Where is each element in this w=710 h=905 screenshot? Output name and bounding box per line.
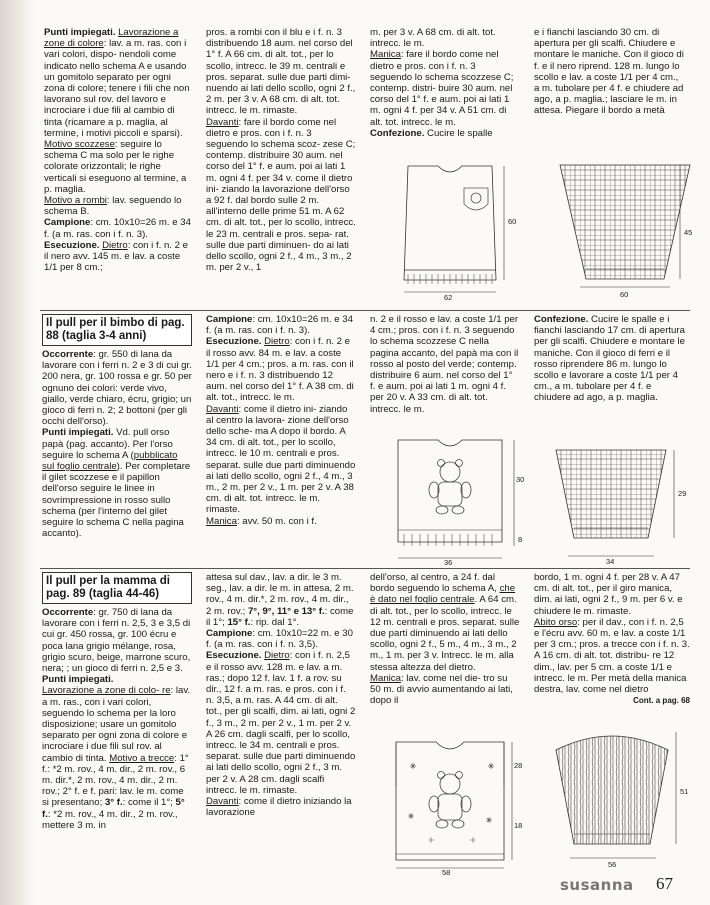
- s1c3-t0: m. per 3 v. A 68 cm. di alt. tot. intrecc. le m.: [370, 27, 496, 50]
- s2-sleeve-height: 29: [678, 489, 687, 498]
- s1c1-t11: : con i f. n. 2 e il nero avv. 145 m. e lav. a coste 1/1 per 8 cm.;: [44, 239, 188, 274]
- s1c1-t5: Motivo a rombi: [44, 195, 107, 207]
- s1c1-t8: : cm. 10x10=26 m. e 34 f. (a m. ras. con i f. n. 3).: [44, 217, 191, 240]
- s3-body-width: 58: [442, 868, 451, 876]
- s2-body-width: 36: [444, 558, 453, 566]
- s2c2-t0: Campione: [206, 314, 253, 325]
- s3c3-t1: che è dato nel foglio centrale: [370, 583, 516, 606]
- s3c1-t1: : gr. 750 di lana da lavorare con i ferri n. 2,5, 3 e 3,5 di cui gr. 450 rossa, gr. 100 écru e poca lana grigio mélange, rosa, grigio scuro, beige, marrone scuro, nera; ; un gioco di ferri n. 2,5 e 3.: [42, 607, 191, 675]
- s2-column-2: [206, 314, 356, 566]
- s3c2-t6: : cm. 10x10=22 m. e 30 f. (a m. ras. con i f. n. 3,5).: [206, 628, 353, 651]
- s3c4-t1: Abito orso: [534, 616, 578, 628]
- s3c2-t7: Esecuzione.: [206, 650, 265, 662]
- s3c1-t3: Lavorazione a zone di colo- re: [42, 685, 171, 697]
- s1c1-t2: : lav. a m. ras. con i vari colori, dispo- nendoli come indicato nello schema A e usando un gomitolo separato per ogni zona di colore; tenere i fili che non lavorano sul rov. del lavoro e incrociare i due fili al cambio di tinta (ricamare a p. maglia, al termine, i motivi piccoli e sparsi).: [44, 38, 190, 139]
- s2-sleeve-width: 34: [606, 557, 615, 566]
- s3c3-t2: . A 64 cm. di alt. tot., per lo scollo, intrecc. le 12 m. centrali e pros. separat. sulle due parti diminuendo ai lati dello scollo, ogni 2 f., 5 m., 4 m., 3 m., 2 m., 1 m. per 3 v. Intrecc. le m. alla stessa altezza del dietro.: [370, 594, 520, 673]
- s3c2-t1: 7°, 9°, 11° e 13° f.: [247, 605, 325, 617]
- s1-column-1: [44, 27, 192, 305]
- s2-sleeve-schematic: [546, 434, 696, 566]
- s2-body-rib: 8: [518, 535, 523, 544]
- s3c1-t4: : lav. a m. ras., con i vari colori, seguendo lo schema per la loro disposizione; usare un gomitolo separato per ogni zona di colore e incrociare i due fili sul rov. al cambio di tinta.: [42, 685, 191, 764]
- section-divider: [40, 568, 690, 569]
- s3c1-t6: : 1° f.: *2 m. rov., 4 m. dir., 2 m. rov., 6 m. dir.*, 2 m. rov., 4 m. dir., 2 m. rov.; 2° f. e f. pari: [42, 752, 189, 798]
- page-number: 67: [656, 874, 673, 893]
- s1c2-t2: : fare il bordo come nel dietro e pros. con i f. n. 3 seguendo lo schema scoz- zese C; contemp. distribuire 30 aum. nel corso del 1° f. e aum. poi ai lati 1 m. ogni 4 f. per 34 v. come il dietro ini- ziando la lavorazione dell'orso a 92 f. dal bordo sulle 2 m. all'interno delle prime 51 m. A 62 cm. di alt. tot., per lo scollo, intrecc. le 23 m. centrali e pros. sepa- rat. sulle due parti diminuen- do ai lati dello scollo, ogni 2 f., 4 m., 3 m., 2 m. per 2 v., 1: [206, 116, 356, 274]
- s2c3-t0: n. 2 e il rosso e lav. a coste 1/1 per 4 cm.; pros. con i f. n. 3 seguendo lo schema scozzese C nella pagina accanto, del papà ma con il rosso al posto del verde; contemp. distribuire 6 aum. nel corso del 1° f. e aum. poi ai lati 1 m. ogni 4 f. per 20 v. A 33 cm. di alt. tot. intrecc. le m.: [370, 314, 519, 415]
- s3-body-height-upper: 28: [514, 761, 523, 770]
- s3-column-2: [206, 572, 356, 872]
- s1c3-t3: Confezione.: [370, 127, 428, 139]
- s2c2-t7: Manica: [206, 515, 237, 527]
- s3c2-t4: : rip. dal 1°.: [250, 616, 300, 628]
- s3-continued-note: Cont. a pag. 68: [633, 696, 690, 706]
- s3c1-t8: 3° f.: [104, 797, 123, 809]
- s2c2-t2: Esecuzione.: [206, 336, 265, 348]
- s3-sleeve-height: 51: [680, 787, 689, 796]
- s2c1-t3: Vd. pull orso papà (pag. accanto). Per l'orso seguire lo schema A (: [42, 427, 173, 461]
- s2c2-t4: : con i f. n. 2 e il rosso avv. 84 m. e lav. a coste 1/1 per 4 cm.; pros. a m. ras. con il nero e i f. n. 3 distribuendo 12 aum. nel corso del 1° f. A 38 cm. di alt. tot., intrecc. le m.: [206, 336, 354, 404]
- s1c3-t2: : fare il bordo come nel dietro e pros. con i f. n. 3 seguendo lo schema scozzese C; contemp. distri- buire 30 aum. nel corso del 1° f. e aum. poi ai lati 1 m. ogni 4 f. per 34 v. A 51 cm. di alt. tot. intrecc. le m.: [370, 49, 514, 128]
- s3c1-t9: : come il 1°;: [122, 797, 176, 809]
- s2-body-schematic: [378, 430, 528, 566]
- s3c2-t0: attesa sul dav., lav. a dir. le 3 m. seg., lav. a dir. le m. in attesa, 2 m. rov., 4 m. dir.*, 2 m. rov., 4 m. dir., 2 m. rov.;: [206, 572, 354, 617]
- s3-column-4: [534, 572, 690, 722]
- s2c2-t1: : cm. 10x10=26 m. e 34 f. (a m. ras. con i f. n. 3).: [206, 314, 353, 337]
- s1c1-t6: : lav. seguendo lo schema B.: [44, 195, 182, 218]
- s3-body-schematic: [378, 736, 528, 876]
- s3c2-t2: : come il 1°;: [206, 605, 354, 628]
- s1c2-t0: pros. a rombi con il blu e i f. n. 3 distribuendo 18 aum. nel corso del 1° f. A 66 cm. di alt. tot., per lo scollo, intrecc. le 39 m. centrali e pros. separat. sulle due parti dimi- nuendo ai lati dello scollo, ogni 2 f., 2 m. per 3 v. A 68 cm. di alt. tot. intrecc. le m. rimaste.: [206, 27, 356, 117]
- s3-body-height-lower: 18: [514, 821, 523, 830]
- s2c2-t6: : come il dietro ini- ziando al centro la lavora- zione dell'orso dello sche- ma A dopo il bordo. A 34 cm. di alt. tot., per lo scollo, intrecc. le 10 m. centrali e pros. separat. sulle due parti diminuendo ai lati dello scollo, ogni 2 f., 4 m., 3 m., 2 m. per 2 v., 1 m. per 2 v. A 38 cm. di alt. tot. intrecc. le m. rimaste.: [206, 403, 356, 516]
- s3c2-t9: : con i f. n. 2,5 e il rosso avv. 128 m. e lav. a m. ras.; dopo 12 f. lav. 1 f. a rov. su dir., 12 f. a m. ras. e pros. con i f. n. 3,5, a m. ras. A 44 cm. di alt. tot., per gli scalfi, dim. ai lati, ogni 2 f., 3 m., 2 m. per 2 v., 1 m. per 2 v. A 26 cm. dagli scalfi, per lo scollo, intrecc. le 34 m. centrali e pros. separat. sulle due parti diminuendo ai lati dello scollo, ogni 2 f., 3 m. per 2 v. A 28 cm. dagli scalfi intrecc. le m. rimaste.: [206, 650, 356, 796]
- s3c1-t0: Occorrente: [42, 607, 94, 618]
- s1c1-t9: Esecuzione.: [44, 239, 103, 251]
- s1-sleeve-width: 60: [620, 290, 629, 299]
- s1-sleeve-schematic: [540, 155, 700, 303]
- s3c1-t2: Punti impiegati.: [42, 674, 114, 686]
- snowflake-icon: [408, 763, 494, 843]
- s1-column-2: [206, 27, 356, 305]
- s3c2-t5: Campione: [206, 628, 253, 640]
- s1-body-height: 60: [508, 217, 517, 226]
- s1-body-width: 62: [444, 293, 453, 302]
- s1-sleeve-height: 45: [684, 228, 693, 237]
- s1c3-t4: Cucire le spalle: [427, 127, 493, 139]
- s3c1-t7: : lav. le m. come si presentano;: [42, 786, 184, 809]
- s3c2-t8: Dietro: [264, 650, 290, 662]
- s2-heading: Il pull per il bimbo di pag. 88 (taglia 3-4 anni): [42, 314, 192, 346]
- s3c2-t10: Davanti: [206, 796, 239, 808]
- s1-body-schematic: [378, 152, 518, 302]
- s2c1-t4: pubblicato sul foglio centrale: [42, 449, 178, 473]
- s3-sleeve-schematic: [546, 722, 696, 870]
- s1c2-t1: Davanti: [206, 116, 239, 128]
- s1c1-t7: Campione: [44, 217, 91, 229]
- s2c4-t0: Confezione.: [534, 314, 592, 325]
- s1c4-t0: e i fianchi lasciando 30 cm. di apertura per gli scalfi. Chiudere e montare le maniche. Con il gioco di f. e il nero riprend. 128 m. lungo lo scollo e lav. a coste 1/1 per 4 cm., a m. tubolare per 4 f. e chiudere ad ago, a p. maglia.; lasciare le m. in attesa. Piegare il bordo a metà: [534, 27, 684, 117]
- s1c1-t0: Punti impiegati.: [44, 27, 119, 38]
- s2c1-t2: Punti impiegati.: [42, 427, 117, 439]
- s2-column-3: [370, 314, 520, 434]
- s3-column-1: [42, 572, 192, 872]
- s3c3-t4: : lav. come nel die- tro su 50 m. di avvio aumentando ai lati, dopo il: [370, 672, 513, 707]
- bear-shield-icon: [464, 188, 488, 210]
- s1c1-t1: Lavorazione a zone di colore: [44, 27, 179, 50]
- s2c2-t5: Davanti: [206, 403, 239, 415]
- magazine-logo: susanna: [560, 876, 634, 894]
- page-footer: [560, 874, 700, 896]
- s3c1-t11: : *2 m. rov., 4 m. dir., 2 m. rov., mettere 3 m. in: [42, 808, 178, 831]
- s1c1-t10: Dietro: [102, 239, 128, 251]
- section-divider: [40, 310, 690, 311]
- s2c4-t1: Cucire le spalle e i fianchi lasciando 17 cm. di apertura per gli scalfi. Chiudere e montare le maniche. Con il gioco di ferri e il rosso riprendere 86 m. lungo lo scollo e lavorare a coste 1/1 per 4 cm., a m. tubolare per 4 f. e chiudere ad ago, a p. maglia.: [534, 314, 685, 404]
- s2-column-1: [42, 314, 192, 566]
- s3-column-3: [370, 572, 520, 734]
- s3-sleeve-width: 56: [608, 860, 617, 869]
- s1c3-t1: Manica: [370, 49, 401, 61]
- s3c1-t10: 5° f.: [42, 797, 185, 820]
- s1c1-t4: : seguire lo schema C ma solo per le righe colorate orizzontali; le righe verticali si eseguono al termine, a p. maglia.: [44, 139, 187, 195]
- s3c3-t3: Manica: [370, 672, 401, 684]
- s3c4-t0: bordo, 1 m. ogni 4 f. per 28 v. A 47 cm. di alt. tot., per il giro manica, dim. ai lati, ogni 2 f., 9 m. per 6 v. e chiudere le m. rimaste.: [534, 572, 683, 617]
- s3c4-t2: : per il dav., con i f. n. 2,5 e l'écru avv. 60 m. e lav. a coste 1/1 per 3 cm.; pros. a trecce con i f. n. 3. A 16 cm. di alt. tot. distribu- re 12 dim., lav. per 5 cm. a coste 1/1 e intrecc. le m. Per metà della manica destra, lav. come nel dietro: [534, 616, 690, 696]
- s3c2-t11: : come il dietro iniziando la lavorazione: [206, 796, 352, 819]
- s3-heading: Il pull per la mamma di pag. 89 (taglia 44-46): [42, 572, 192, 604]
- s2c1-t1: : gr. 550 di lana da lavorare con i ferri n. 2 e 3 di cui gr. 200 nera, gr. 100 rossa e gr. 50 per ognuno dei colori: verde vivo, giallo, verde chiaro, écru, grigio; un gioco di ferri n. 2; 2 bottoni (per gli occhi dell'orso).: [42, 349, 192, 428]
- s3c3-t0: dell'orso, al centro, a 24 f. dal bordo seguendo lo schema A,: [370, 572, 500, 595]
- s2-body-height: 30: [516, 475, 525, 484]
- s2c2-t3: Dietro: [264, 336, 290, 348]
- s3c1-t5: Motivo a trecce: [109, 752, 175, 764]
- teddy-bear-icon: [429, 772, 471, 829]
- page-gutter: [0, 0, 34, 905]
- s2-column-4: [534, 314, 690, 434]
- s1-column-3: [370, 27, 520, 151]
- s1-column-4: [534, 27, 684, 151]
- s3c2-t3: 15° f.: [227, 616, 251, 628]
- s2c2-t8: : avv. 50 m. con i f.: [236, 515, 317, 527]
- s2c1-t0: Occorrente: [42, 349, 94, 360]
- s2c1-t5: ). Per completare il gilet scozzese e il papillon dell'orso seguire le linee in sovrimpressione in rosso sullo schema (per l'interno del gilet seguire lo schema C nella pagina accanto).: [42, 461, 191, 540]
- teddy-bear-icon: [429, 460, 471, 515]
- s1c1-t3: Motivo scozzese: [44, 139, 115, 151]
